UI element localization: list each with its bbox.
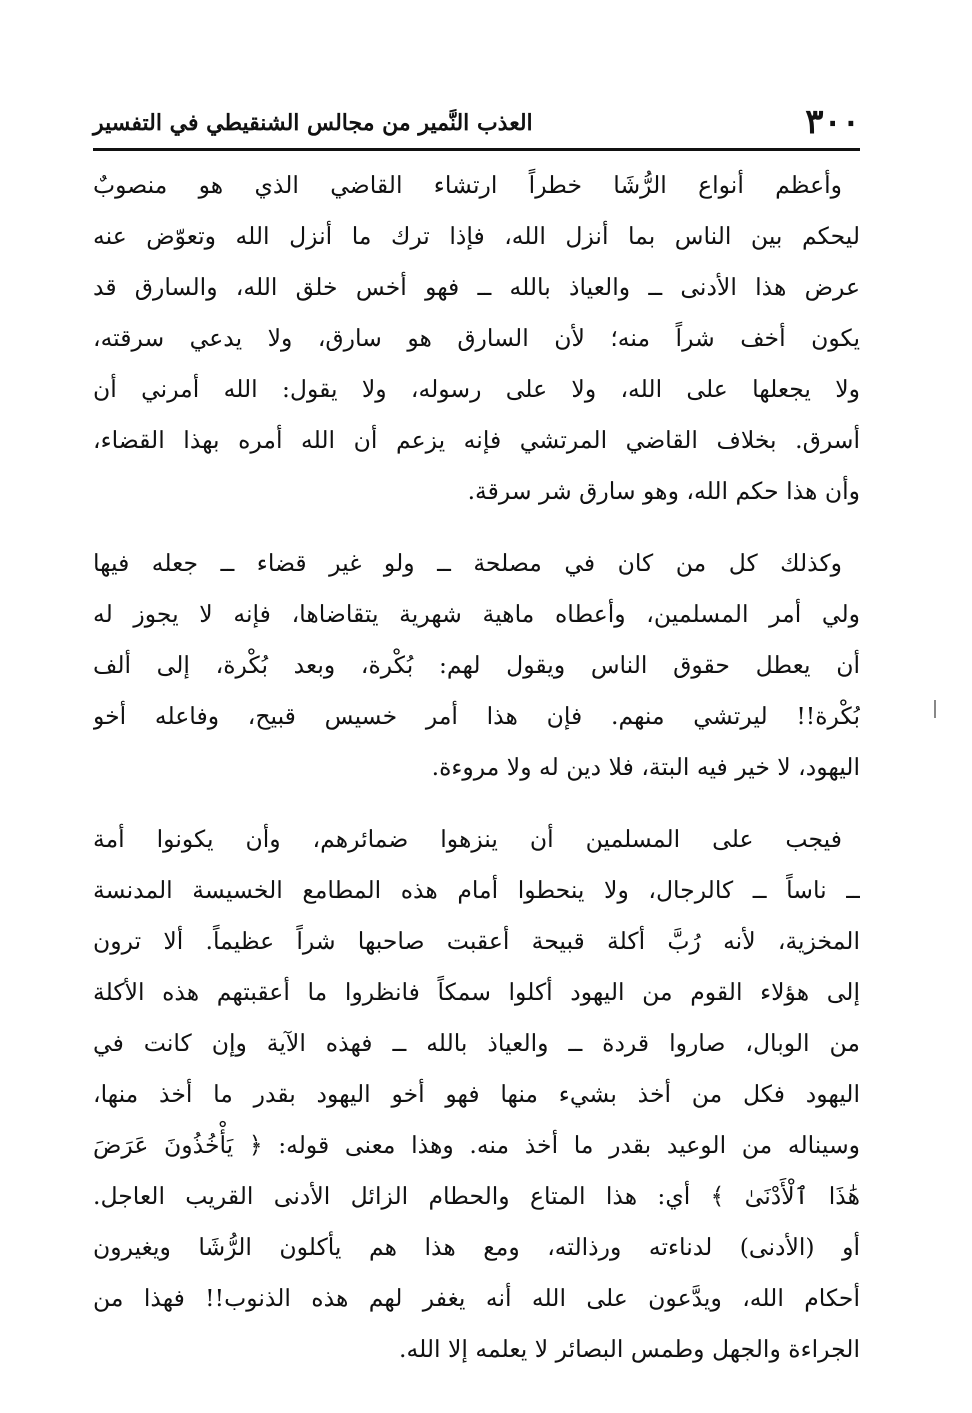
text-line: من الوبال، صاروا قردة ــ والعياذ بالله ــ فهذه الآية وإن كانت في [93, 1029, 860, 1057]
paragraph-3 [93, 814, 860, 1375]
text-line: وسيناله من الوعيد بقدر ما أخذ منه. وهذا معنى قوله: ﴿ يَأْخُذُونَ عَرَضَ [93, 1131, 860, 1159]
page-header [93, 98, 860, 148]
body-text [93, 160, 860, 1375]
paragraph-1 [93, 160, 860, 517]
text-line: أسرق. بخلاف القاضي المرتشي فإنه يزعم أن الله أمره بهذا القضاء، [93, 426, 860, 454]
header-divider [93, 148, 860, 151]
text-line: فيجب على المسلمين أن ينزهوا ضمائرهم، وأن يكونوا أمة [93, 825, 842, 853]
page-number: ٣٠٠ [805, 102, 860, 142]
text-line: ولي أمر المسلمين، وأعطاه ماهية شهرية يتقاضاها، فإنه لا يجوز له [93, 600, 860, 628]
text-line: أحكام الله، ويدَّعون على الله أنه يغفر لهم هذه الذنوب!! فهذا من [93, 1284, 860, 1312]
text-line: ليحكم بين الناس بما أنزل الله، فإذا ترك ما أنزل الله وتعوّض عنه [93, 222, 860, 250]
text-line: أو (الأدنى) لدناءته ورذالته، ومع هذا هم يأكلون الرُّشَا ويغيرون [93, 1233, 860, 1261]
text-line: المخزية، لأنه رُبَّ أكلة قبيحة أعقبت صاحبها شراً عظيماً. ألا ترون [93, 927, 860, 955]
text-line: وكذلك كل من كان في مصلحة ــ ولو غير قضاء ــ جعله فيها [93, 549, 842, 577]
text-line: وأن هذا حكم الله، وهو سارق شر سرقة. [467, 477, 860, 505]
text-line: وأعظم أنواع الرُّشَا خطراً ارتشاء القاضي الذي هو منصوبٌ [93, 171, 842, 199]
text-line: عرض هذا الأدنى ــ والعياذ بالله ــ فهو أخس خلق الله، والسارق قد [93, 273, 860, 301]
text-line: اليهود، لا خير فيه البتة، فلا دين له ولا مروءة. [431, 753, 860, 781]
text-line: بُكْرة!! ليرتشي منهم. فإن هذا أمر خسيس قبيح، وفاعله أخو [93, 702, 860, 730]
text-line: يكون أخف شراً منه؛ لأن السارق هو سارق، ولا يدعي سرقته، [93, 324, 860, 352]
text-line: هَٰذَا ٱلْأَدْنَىٰ ﴾ أي: هذا المتاع والحطام الزائل الأدنى القريب العاجل. [93, 1182, 860, 1210]
text-line: ــ ناساً ــ كالرجال، ولا ينحطوا أمام هذه المطامع الخسيسة المدنسة [93, 876, 860, 904]
text-line: اليهود فكل من أخذ بشيء منها فهو أخو اليهود بقدر ما أخذ منها، [93, 1080, 860, 1108]
running-title: العذب النَّمير من مجالس الشنقيطي في التفسير [93, 110, 533, 136]
text-line: أن يعطل حقوق الناس ويقول لهم: بُكْرة، وبعد بُكْرة، إلى ألف [93, 651, 860, 679]
paragraph-2 [93, 538, 860, 793]
margin-mark [934, 700, 936, 718]
text-line: ولا يجعلها على الله، ولا على رسوله، ولا يقول: الله أمرني أن [93, 375, 860, 403]
text-line: إلى هؤلاء القوم من اليهود أكلوا سمكاً فانظروا ما أعقبتهم هذه الأكلة [93, 978, 860, 1006]
text-line: الجراءة والجهل وطمس البصائر لا يعلمه إلا الله. [399, 1335, 860, 1363]
